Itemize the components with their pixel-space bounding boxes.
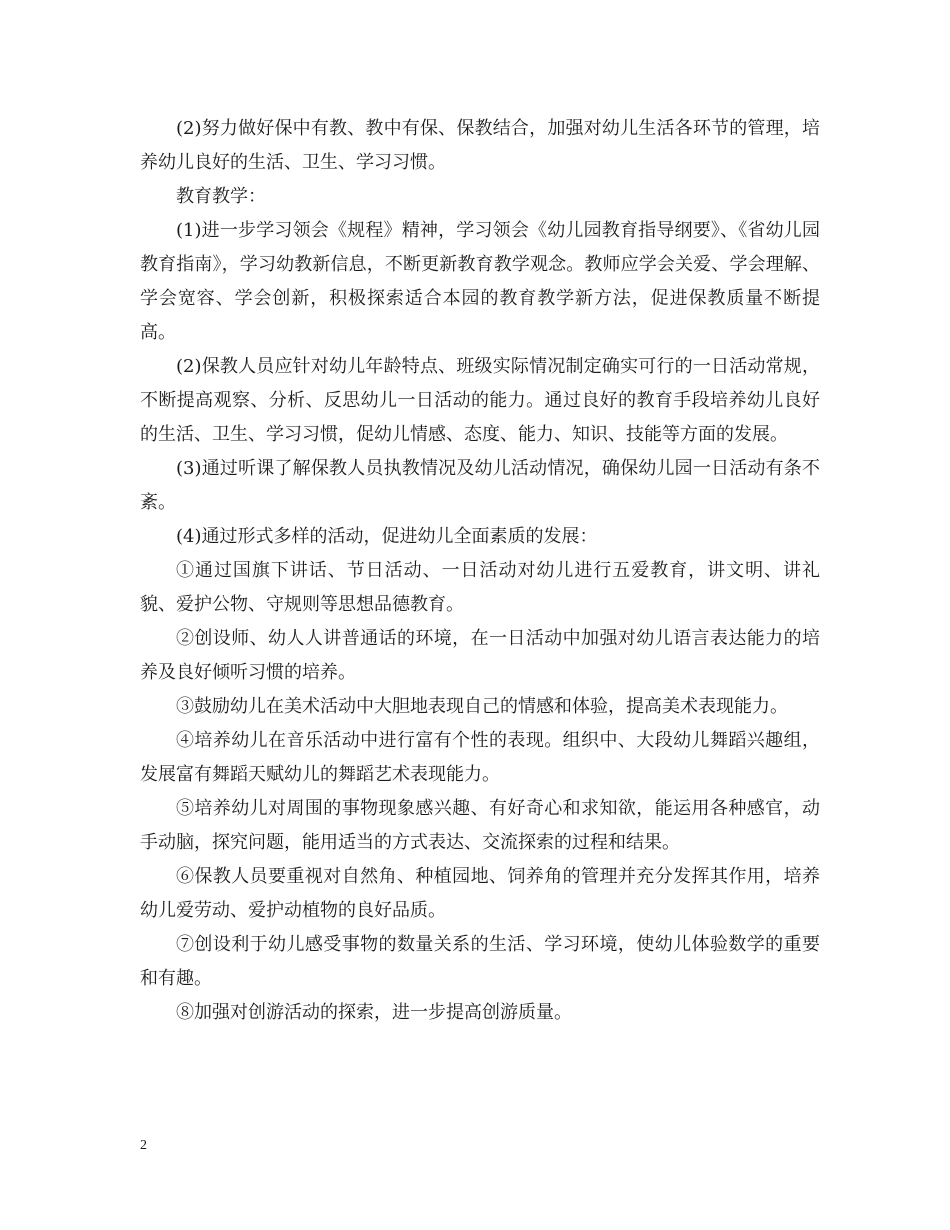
paragraph: (1)进一步学习领会《规程》精神，学习领会《幼儿园教育指导纲要》、《省幼儿园教育指南》，学习幼教新信息，不断更新教育教学观念。教师应学会关爱、学会理解、学会宽容、学会创新，积极探索适合本园的教育教学新方法，促进保教质量不断提高。 bbox=[140, 220, 820, 343]
list-item: ⑦创设利于幼儿感受事物的数量关系的生活、学习环境，使幼儿体验数学的重要和有趣。 bbox=[140, 934, 820, 989]
paragraph: (2)努力做好保中有教、教中有保、保教结合，加强对幼儿生活各环节的管理，培养幼儿良好的生活、卫生、学习习惯。 bbox=[140, 118, 820, 173]
list-item: ⑧加强对创游活动的探索，进一步提高创游质量。 bbox=[176, 1002, 572, 1023]
paragraph: (4)通过形式多样的活动，促进幼儿全面素质的发展： bbox=[176, 526, 598, 547]
section-heading: 教育教学： bbox=[176, 186, 266, 207]
paragraph: (2)保教人员应针对幼儿年龄特点、班级实际情况制定确实可行的一日活动常规，不断提高观察、分析、反思幼儿一日活动的能力。通过良好的教育手段培养幼儿良好的生活、卫生、学习习惯，促幼儿情感、态度、能力、知识、技能等方面的发展。 bbox=[140, 356, 820, 445]
list-item: ②创设师、幼人人讲普通话的环境，在一日活动中加强对幼儿语言表达能力的培养及良好倾听习惯的培养。 bbox=[140, 628, 820, 683]
list-item: ①通过国旗下讲话、节日活动、一日活动对幼儿进行五爱教育，讲文明、讲礼貌、爱护公物、守规则等思想品德教育。 bbox=[140, 560, 820, 615]
document-body bbox=[140, 112, 820, 1030]
list-item: ④培养幼儿在音乐活动中进行富有个性的表现。组织中、大段幼儿舞蹈兴趣组，发展富有舞蹈天赋幼儿的舞蹈艺术表现能力。 bbox=[140, 730, 820, 785]
list-item: ⑥保教人员要重视对自然角、种植园地、饲养角的管理并充分发挥其作用，培养幼儿爱劳动、爱护动植物的良好品质。 bbox=[140, 866, 820, 921]
paragraph: (3)通过听课了解保教人员执教情况及幼儿活动情况，确保幼儿园一日活动有条不紊。 bbox=[140, 458, 820, 513]
list-item: ③鼓励幼儿在美术活动中大胆地表现自己的情感和体验，提高美术表现能力。 bbox=[176, 696, 788, 717]
page-number: 2 bbox=[140, 1138, 147, 1153]
list-item: ⑤培养幼儿对周围的事物现象感兴趣、有好奇心和求知欲，能运用各种感官，动手动脑，探究问题，能用适当的方式表达、交流探索的过程和结果。 bbox=[140, 798, 820, 853]
